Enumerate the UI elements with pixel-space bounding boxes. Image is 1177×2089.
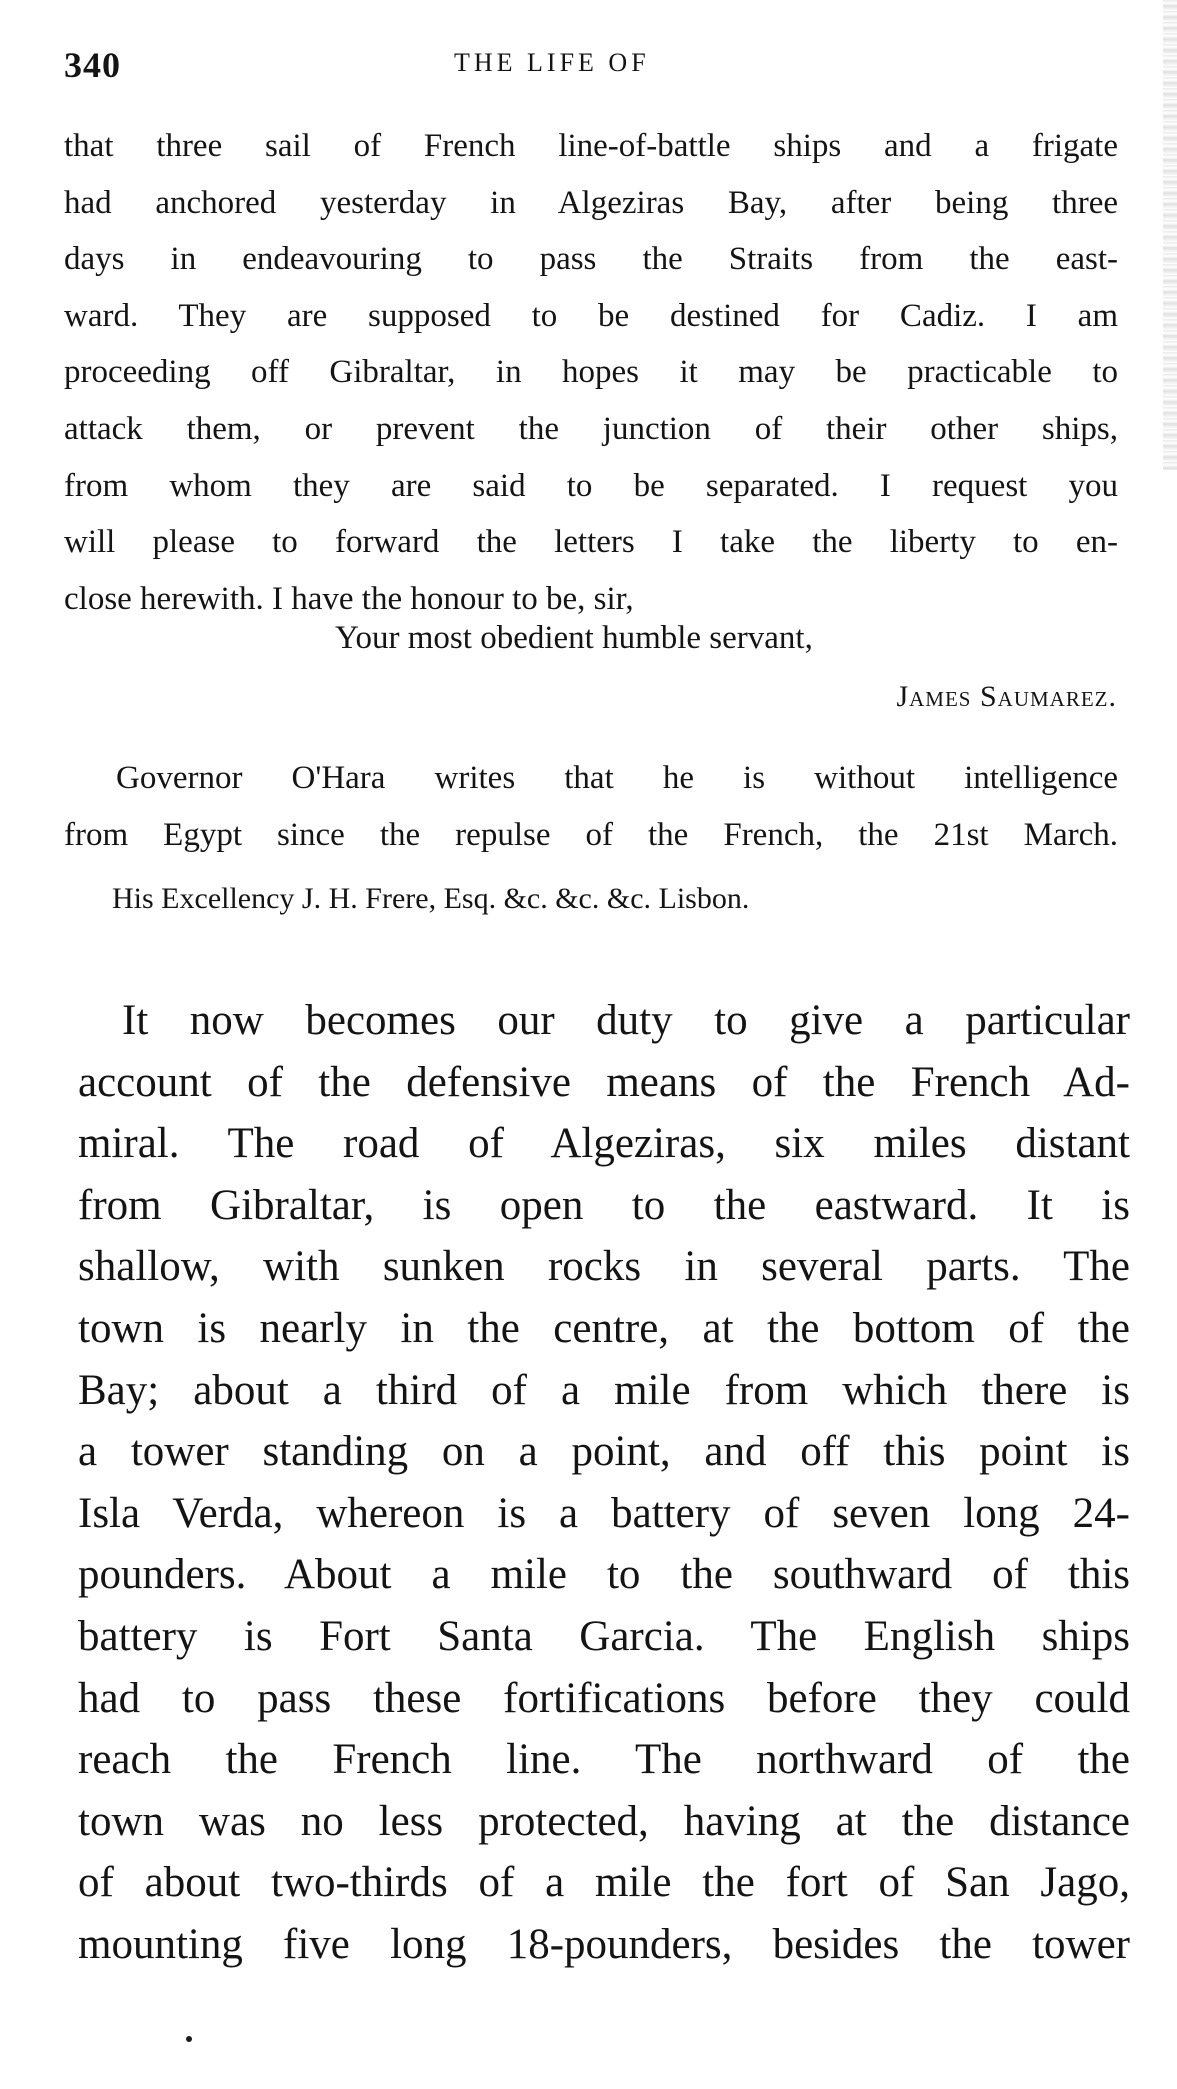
paragraph-line: had to pass these fortifications before they could — [78, 1674, 1130, 1722]
narrative-paragraph — [78, 990, 1130, 1976]
running-header — [64, 44, 1114, 94]
letter-line: had anchored yesterday in Algeziras Bay, after being three — [64, 184, 1118, 221]
page-number: 340 — [64, 45, 121, 85]
ink-speck — [186, 2036, 192, 2042]
paragraph-line: miral. The road of Algeziras, six miles distant — [78, 1120, 1130, 1168]
letter-line: from whom they are said to be separated. I request you — [64, 467, 1118, 504]
letter-line: that three sail of French line-of-battle ships and a frigate — [64, 128, 1118, 164]
paragraph-line: mounting five long 18-pounders, besides the tower — [78, 1920, 1130, 1968]
paragraph-line: a tower standing on a point, and off this point is — [78, 1428, 1130, 1476]
paragraph-line: reach the French line. The northward of the — [78, 1736, 1130, 1784]
letter-body — [64, 118, 1118, 627]
paragraph-line: town was no less protected, having at the distance — [78, 1797, 1130, 1845]
letter-line: ward. They are supposed to be destined for Cadiz. I am — [64, 297, 1118, 334]
postscript-line: Governor O'Hara writes that he is without intelligence — [116, 760, 1118, 796]
paragraph-line: shallow, with sunken rocks in several parts. The — [78, 1243, 1130, 1291]
letter-line: will please to forward the letters I take the liberty to en- — [64, 524, 1118, 561]
paragraph-line: battery is Fort Santa Garcia. The English ships — [78, 1612, 1130, 1660]
letter-signature: James Saumarez. — [896, 680, 1117, 713]
letter-line: days in endeavouring to pass the Straits from the east- — [64, 241, 1118, 278]
paragraph-line: of about two-thirds of a mile the fort of San Jago, — [78, 1859, 1130, 1907]
postscript — [64, 750, 1118, 863]
running-title: THE LIFE OF — [454, 48, 650, 77]
letter-line: close herewith. I have the honour to be, sir, — [64, 580, 634, 617]
letter-address: His Excellency J. H. Frere, Esq. &c. &c. &c. Lisbon. — [112, 882, 750, 915]
letter-line: proceeding off Gibraltar, in hopes it may be practicable to — [64, 354, 1118, 391]
paragraph-line: It now becomes our duty to give a particular — [122, 997, 1130, 1044]
letter-line: attack them, or prevent the junction of their other ships, — [64, 410, 1118, 447]
paragraph-line: Isla Verda, whereon is a battery of seven long 24- — [78, 1489, 1130, 1537]
paragraph-line: Bay; about a third of a mile from which there is — [78, 1366, 1130, 1414]
scan-edge-noise — [1163, 0, 1177, 470]
letter-closing: Your most obedient humble servant, — [335, 620, 813, 656]
paragraph-line: from Gibraltar, is open to the eastward. It is — [78, 1181, 1130, 1229]
paragraph-line: town is nearly in the centre, at the bottom of the — [78, 1304, 1130, 1352]
paragraph-line: account of the defensive means of the French Ad- — [78, 1058, 1130, 1106]
paragraph-line: pounders. About a mile to the southward of this — [78, 1551, 1130, 1599]
postscript-line: from Egypt since the repulse of the French, the 21st March. — [64, 816, 1118, 853]
